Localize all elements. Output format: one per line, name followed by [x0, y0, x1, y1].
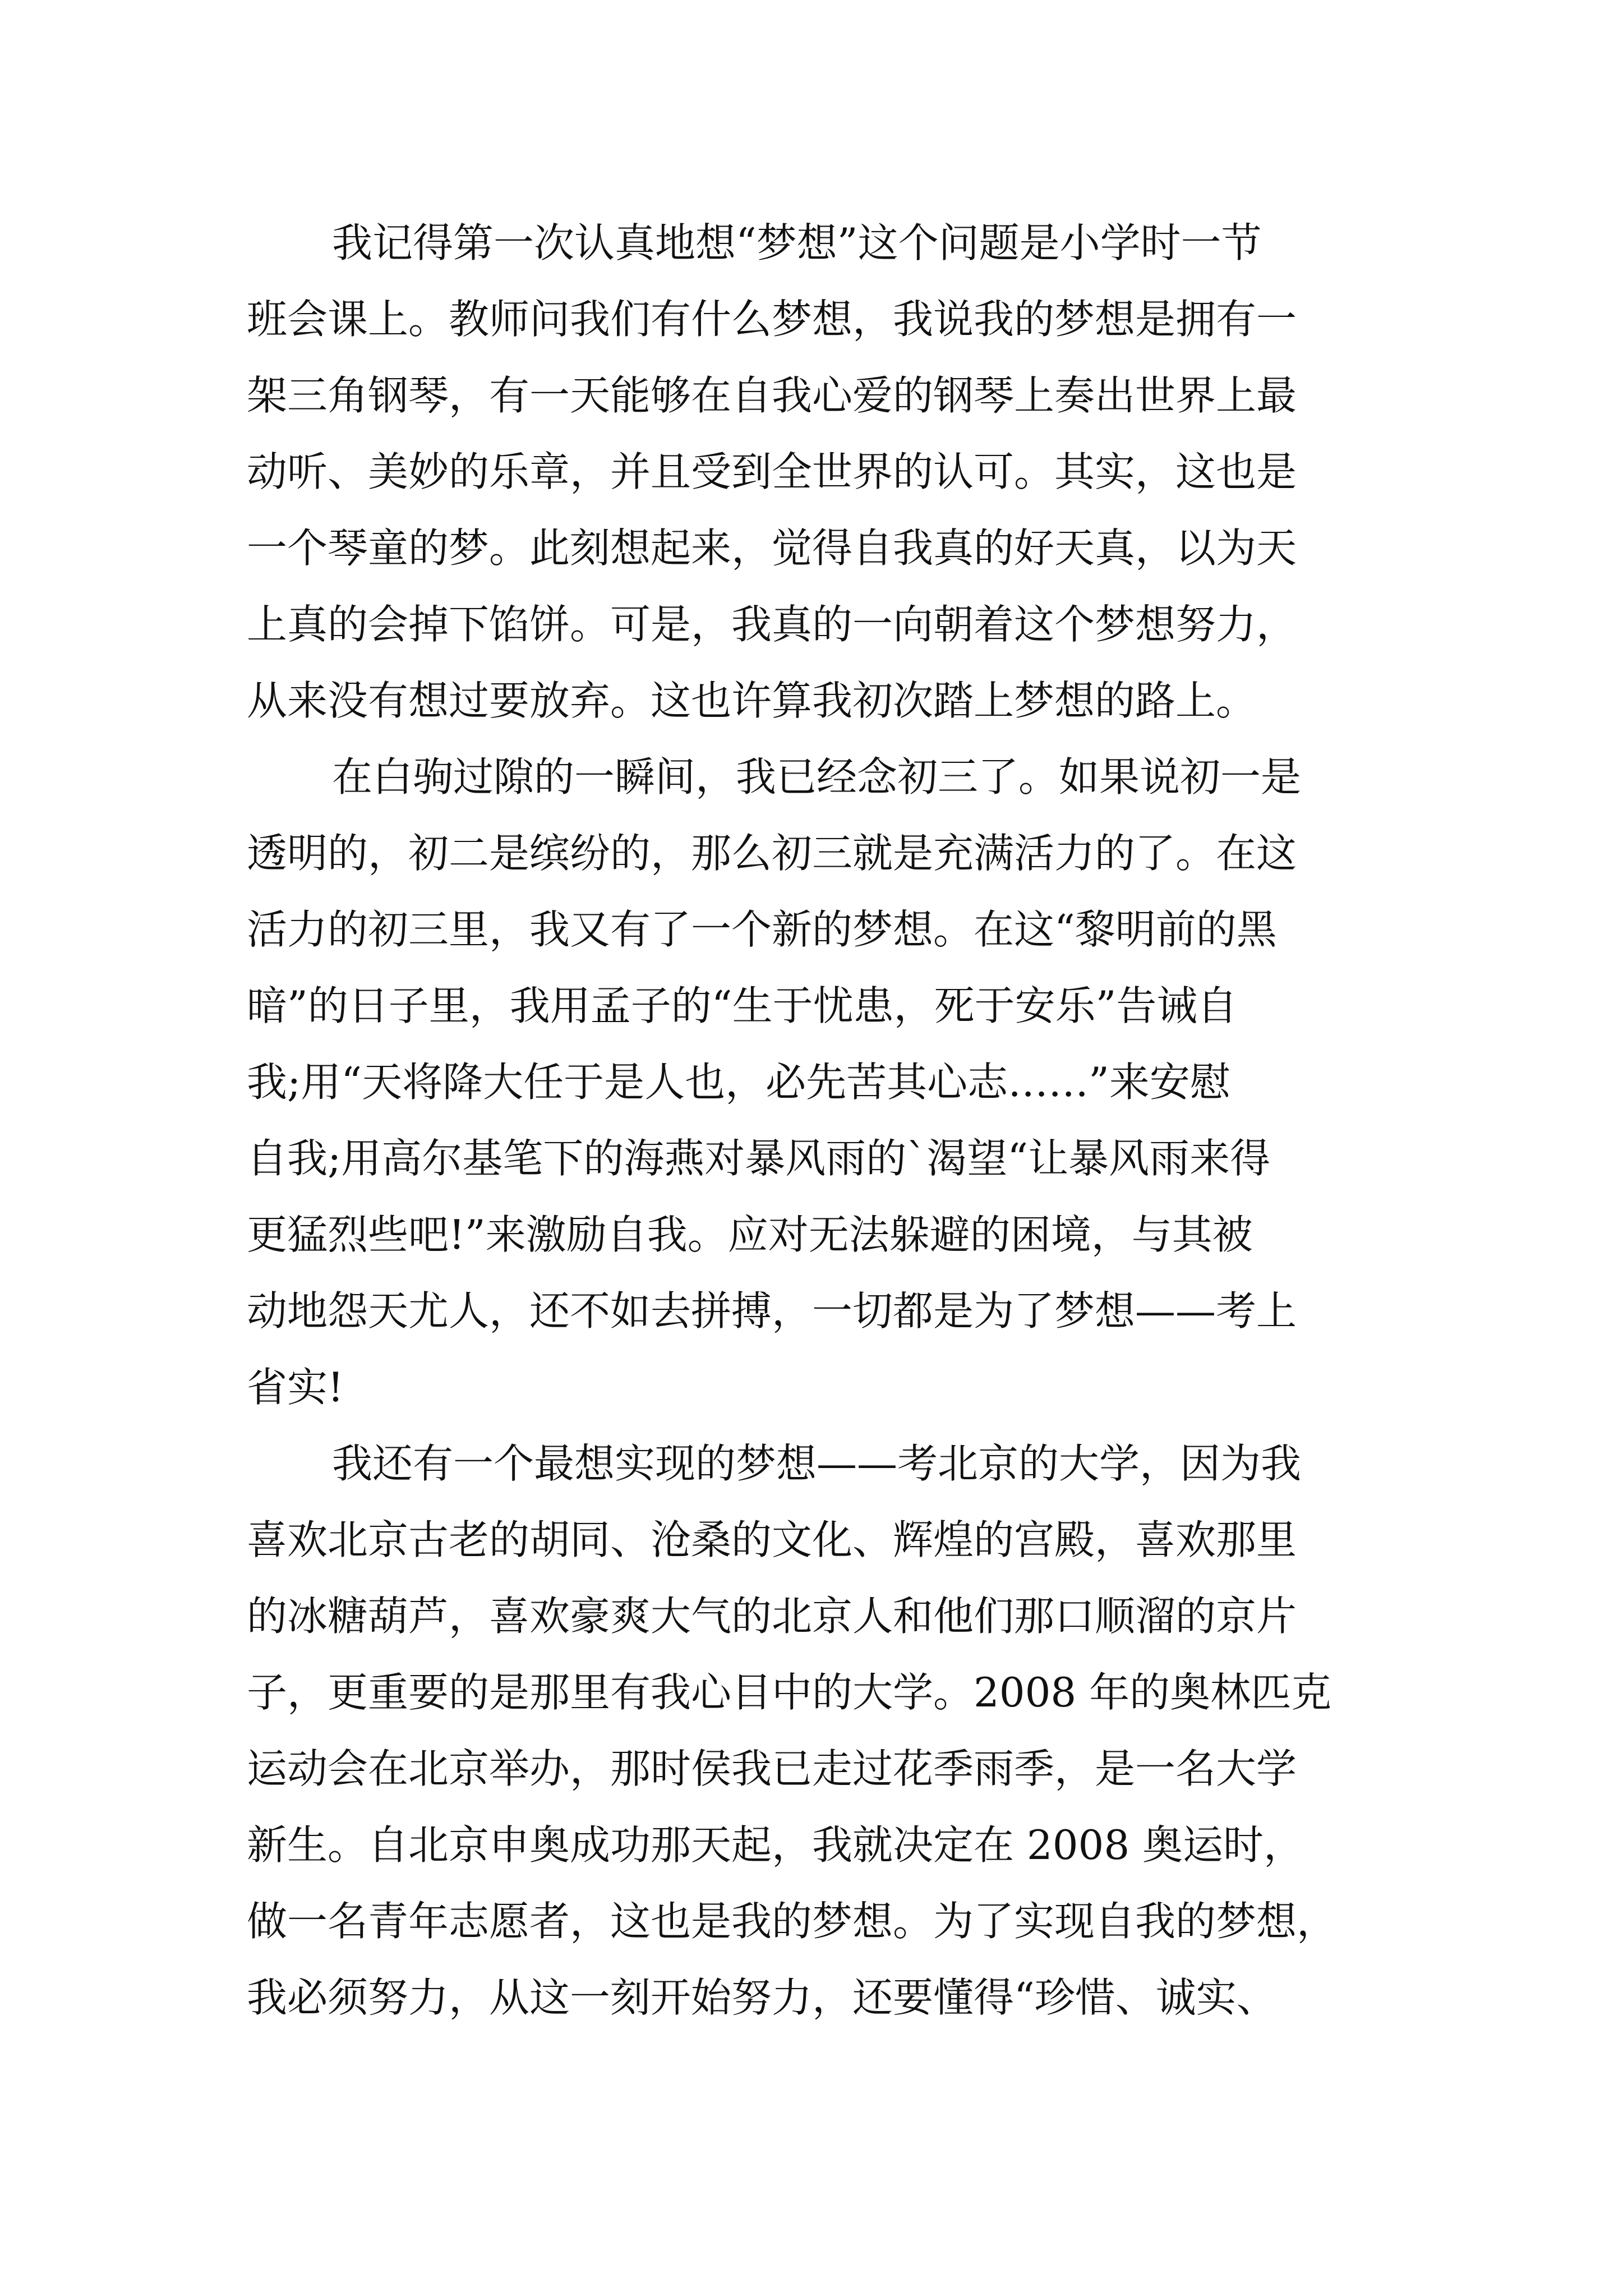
- text-line: 班会课上。教师问我们有什么梦想，我说我的梦想是拥有一: [247, 296, 1297, 343]
- text-line: 上真的会掉下馅饼。可是，我真的一向朝着这个梦想努力，: [247, 601, 1297, 648]
- text-line: 在白驹过隙的一瞬间，我已经念初三了。如果说初一是: [332, 753, 1302, 800]
- text-line: 新生。自北京申奥成功那天起，我就决定在 2008 奥运时，: [247, 1821, 1304, 1869]
- text-line: 我;用“天将降大任于是人也，必先苦其心志……”来安慰: [247, 1059, 1230, 1106]
- paragraph-1: [247, 205, 1396, 739]
- paragraph-3: [247, 1425, 1396, 2036]
- text-line: 做一名青年志愿者，这也是我的梦想。为了实现自我的梦想，: [247, 1898, 1338, 1945]
- text-line: 我还有一个最想实现的梦想——考北京的大学，因为我: [332, 1440, 1302, 1487]
- text-line: 活力的初三里，我又有了一个新的梦想。在这“黎明前的黑: [247, 906, 1277, 953]
- text-line: 自我;用高尔基笔下的海燕对暴风雨的`渴望“让暴风雨来得: [247, 1135, 1271, 1182]
- essay-body: [247, 205, 1396, 2036]
- paragraph-2: [247, 739, 1396, 1425]
- text-line: 动地怨天尤人，还不如去拼搏，一切都是为了梦想——考上: [247, 1287, 1297, 1335]
- text-line: 从来没有想过要放弃。这也许算我初次踏上梦想的路上。: [247, 677, 1257, 724]
- text-line: 暗”的日子里，我用孟子的“生于忧患，死于安乐”告诫自: [247, 982, 1238, 1029]
- text-line: 子，更重要的是那里有我心目中的大学。2008 年的奥林匹克: [247, 1669, 1332, 1716]
- text-line: 一个琴童的梦。此刻想起来，觉得自我真的好天真，以为天: [247, 524, 1297, 572]
- text-line: 省实!: [247, 1364, 344, 1411]
- text-line: 动听、美妙的乐章，并且受到全世界的认可。其实，这也是: [247, 448, 1297, 495]
- text-line: 我记得第一次认真地想“梦想”这个问题是小学时一节: [332, 219, 1262, 266]
- text-line: 喜欢北京古老的胡同、沧桑的文化、辉煌的宫殿，喜欢那里: [247, 1516, 1297, 1563]
- text-line: 架三角钢琴，有一天能够在自我心爱的钢琴上奏出世界上最: [247, 372, 1297, 419]
- text-line: 的冰糖葫芦，喜欢豪爽大气的北京人和他们那口顺溜的京片: [247, 1593, 1297, 1640]
- text-line: 运动会在北京举办，那时侯我已走过花季雨季，是一名大学: [247, 1745, 1297, 1792]
- text-line: 更猛烈些吧!”来激励自我。应对无法躲避的困境，与其被: [247, 1211, 1253, 1258]
- text-line: 我必须努力，从这一刻开始努力，还要懂得“珍惜、诚实、: [247, 1974, 1277, 2021]
- text-line: 透明的，初二是缤纷的，那么初三就是充满活力的了。在这: [247, 830, 1297, 877]
